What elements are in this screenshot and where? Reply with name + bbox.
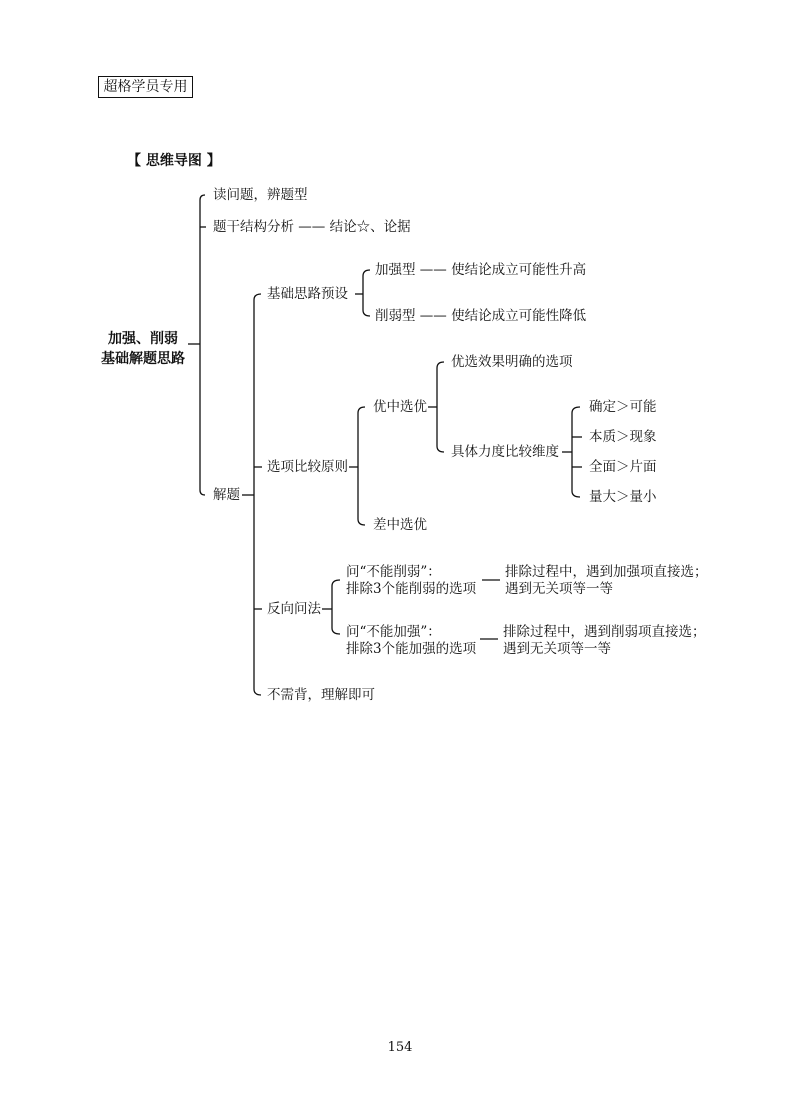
dimension-essence: 本质＞现象 xyxy=(589,429,657,445)
node-clear-effect: 优选效果明确的选项 xyxy=(451,354,573,370)
reverse-cannot-weaken-tip2: 遇到无关项等一等 xyxy=(505,581,613,597)
node-strength-dimension: 具体力度比较维度 xyxy=(451,444,559,460)
node-strengthen-type: 加强型 —— 使结论成立可能性升高 xyxy=(375,262,587,278)
reverse-cannot-weaken-q: 问“不能削弱”： xyxy=(346,564,441,580)
node-reverse-question: 反向问法 xyxy=(267,601,321,617)
node-option-compare: 选项比较原则 xyxy=(267,459,348,475)
page-number: 154 xyxy=(387,1040,413,1055)
reverse-cannot-strengthen-tip2: 遇到无关项等一等 xyxy=(503,641,611,657)
reverse-cannot-weaken-rule: 排除3个能削弱的选项 xyxy=(346,581,477,597)
dimension-certain: 确定＞可能 xyxy=(589,399,657,415)
node-solve: 解题 xyxy=(213,487,240,503)
reverse-cannot-weaken-tip1: 排除过程中，遇到加强项直接选； xyxy=(505,564,708,580)
node-basic-preset: 基础思路预设 xyxy=(267,286,348,302)
node-weaken-type: 削弱型 —— 使结论成立可能性降低 xyxy=(375,308,587,324)
reverse-cannot-strengthen-tip1: 排除过程中，遇到削弱项直接选； xyxy=(503,624,706,640)
dimension-comprehensive: 全面＞片面 xyxy=(589,459,657,475)
section-title: 【 思维导图 】 xyxy=(127,153,221,169)
node-best-of-best: 优中选优 xyxy=(373,399,427,415)
node-best-of-worst: 差中选优 xyxy=(373,517,427,533)
dimension-quantity: 量大＞量小 xyxy=(589,489,657,505)
node-structure-analysis: 题干结构分析 —— 结论☆、论据 xyxy=(213,219,411,235)
student-only-tag: 超格学员专用 xyxy=(98,76,193,98)
reverse-cannot-strengthen-rule: 排除3个能加强的选项 xyxy=(346,641,477,657)
node-no-memorize: 不需背，理解即可 xyxy=(267,687,375,703)
mindmap-root: 加强、削弱 基础解题思路 xyxy=(101,331,185,367)
reverse-cannot-strengthen-q: 问“不能加强”： xyxy=(346,624,441,640)
node-read-question: 读问题，辨题型 xyxy=(213,187,308,203)
